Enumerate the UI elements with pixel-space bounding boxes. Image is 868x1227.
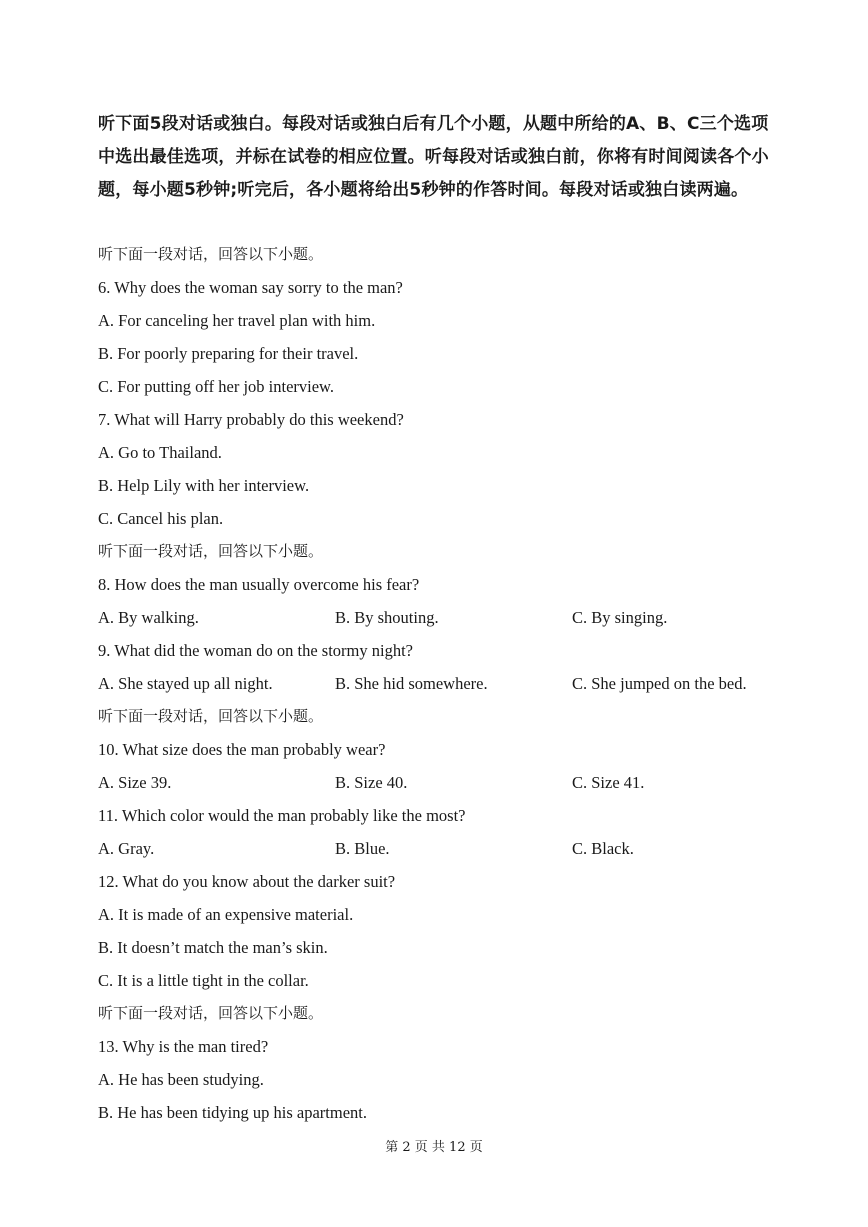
options-row-10 [98,766,798,799]
option-11c: C. Black. [572,839,634,858]
option-10a: A. Size 39. [98,773,172,792]
question-12: 12. What do you know about the darker suit? [98,872,396,891]
option-12b: B. It doesn’t match the man’s skin. [98,938,328,957]
option-12c: C. It is a little tight in the collar. [98,971,309,990]
option-7b: B. Help Lily with her interview. [98,476,310,495]
option-6a: A. For canceling her travel plan with him. [98,311,376,330]
section-instruction: 听下面一段对话，回答以下小题。 [98,542,324,560]
option-9a: A. She stayed up all night. [98,674,273,693]
question-11: 11. Which color would the man probably like the most? [98,806,466,825]
option-10c: C. Size 41. [572,773,645,792]
option-13b: B. He has been tidying up his apartment. [98,1103,367,1122]
option-11a: A. Gray. [98,839,155,858]
options-row-9 [98,667,798,700]
option-8b: B. By shouting. [335,608,439,627]
option-7a: A. Go to Thailand. [98,443,222,462]
option-6c: C. For putting off her job interview. [98,377,335,396]
option-8a: A. By walking. [98,608,199,627]
question-13: 13. Why is the man tired? [98,1037,269,1056]
option-10b: B. Size 40. [335,773,408,792]
section-instruction: 听下面一段对话，回答以下小题。 [98,707,324,725]
options-row-11 [98,832,798,865]
option-9b: B. She hid somewhere. [335,674,488,693]
section-directions: 听下面5段对话或独白。每段对话或独白后有几个小题，从题中所给的A、B、C三个选项中选出最佳选项，并标在试卷的相应位置。听每段对话或独白前，你将有时间阅读各个小题，每小题5秒钟;听完后，各小题将给出5秒钟的作答时间。每段对话或独白读两遍。 [98,114,769,200]
option-12a: A. It is made of an expensive material. [98,905,354,924]
option-6b: B. For poorly preparing for their travel. [98,344,359,363]
question-8: 8. How does the man usually overcome his fear? [98,575,420,594]
option-13a: A. He has been studying. [98,1070,264,1089]
option-8c: C. By singing. [572,608,668,627]
page-number-footer: 第 2 页 共 12 页 [385,1140,483,1155]
question-9: 9. What did the woman do on the stormy night? [98,641,413,660]
question-7: 7. What will Harry probably do this weekend? [98,410,404,429]
question-10: 10. What size does the man probably wear? [98,740,386,759]
question-6: 6. Why does the woman say sorry to the man? [98,278,403,297]
section-instruction: 听下面一段对话，回答以下小题。 [98,245,324,263]
section-instruction: 听下面一段对话，回答以下小题。 [98,1004,324,1022]
option-11b: B. Blue. [335,839,390,858]
option-9c: C. She jumped on the bed. [572,674,747,693]
option-7c: C. Cancel his plan. [98,509,224,528]
options-row-8 [98,601,798,634]
